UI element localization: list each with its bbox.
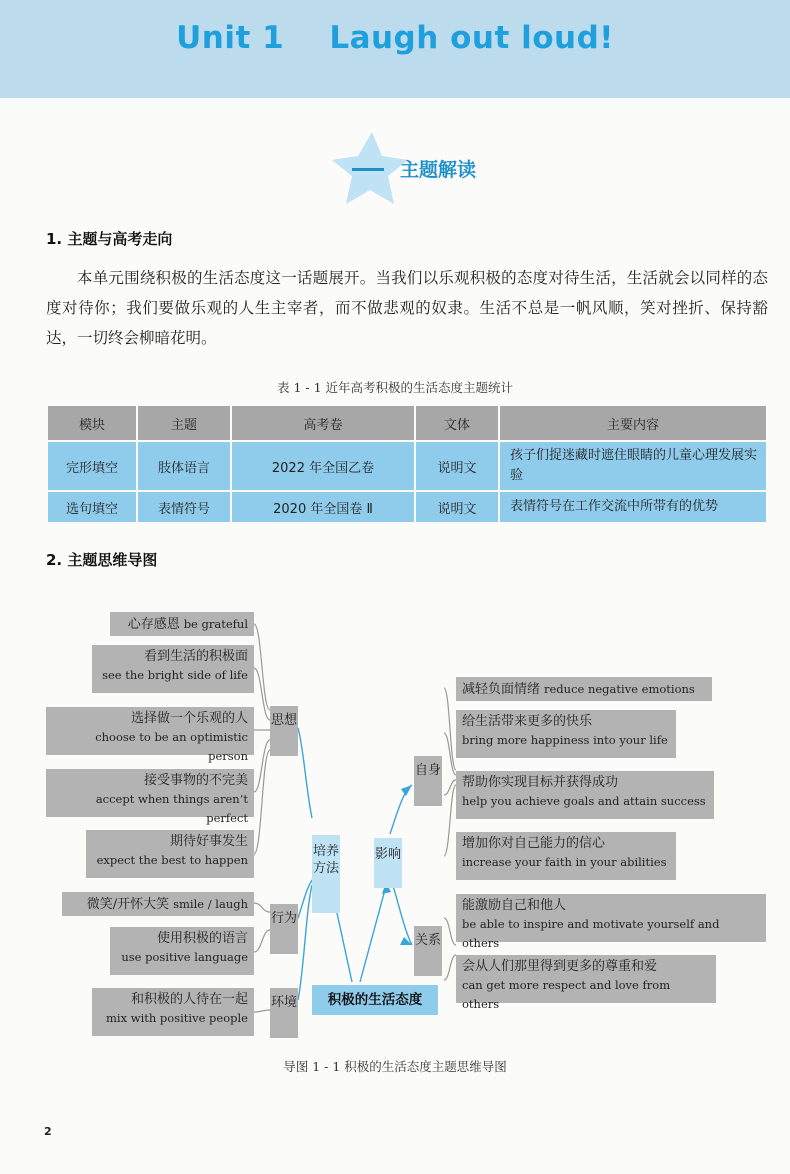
table-header-cell: 高考卷 <box>231 405 415 441</box>
mindmap-node <box>86 830 254 878</box>
connector-line <box>254 740 270 792</box>
mindmap-node <box>456 894 766 950</box>
table-header-row <box>47 405 767 441</box>
section-title: 主题解读 <box>400 159 477 181</box>
node-zh: 使用积极的语言 <box>156 931 248 946</box>
node-zh: 接受事物的不完美 <box>143 773 248 788</box>
connector-line <box>444 785 456 856</box>
node-zh: 减轻负面情绪 <box>462 682 541 697</box>
mindmap-node <box>92 988 254 1036</box>
node-zh: 增加你对自己能力的信心 <box>462 836 606 851</box>
table-cell: 说明文 <box>415 441 499 491</box>
branch-relation: 关系 <box>414 926 442 976</box>
table-cell: 2022 年全国乙卷 <box>231 441 415 491</box>
connector-line <box>254 1010 270 1012</box>
connector-line <box>254 903 270 912</box>
connector-line <box>254 930 270 952</box>
node-en: expect the best to happen <box>96 853 248 867</box>
node-zh: 期待好事发生 <box>169 834 248 849</box>
node-en: can get more respect and love from others <box>462 978 671 1011</box>
star-badge-icon <box>330 130 410 208</box>
connector-line <box>254 668 270 720</box>
node-en: be able to inspire and motivate yourself and others <box>462 917 720 950</box>
influence-node: 影响 <box>374 838 402 888</box>
node-en: use positive language <box>121 950 248 964</box>
node-en: be grateful <box>183 617 248 631</box>
branch-environment: 环境 <box>270 988 298 1038</box>
mindmap-node <box>456 710 676 758</box>
table-header-cell: 文体 <box>415 405 499 441</box>
mindmap-node <box>456 955 716 1011</box>
table-cell: 肢体语言 <box>137 441 231 491</box>
table-row <box>47 491 767 523</box>
part1-heading: 1. 主题与高考走向 <box>46 230 173 248</box>
node-zh: 选择做一个乐观的人 <box>130 711 248 726</box>
node-zh: 帮助你实现目标并获得成功 <box>462 775 619 790</box>
connector-line <box>298 728 312 818</box>
node-en: help you achieve goals and attain success <box>462 794 706 808</box>
node-zh: 会从人们那里得到更多的尊重和爱 <box>462 959 658 974</box>
branch-thought: 思想 <box>270 706 298 756</box>
table-cell: 选句填空 <box>47 491 137 523</box>
mindmap-node <box>46 707 254 763</box>
node-zh: 心存感恩 <box>127 617 180 632</box>
node-en: accept when things aren’t perfect <box>95 792 248 825</box>
table-cell: 完形填空 <box>47 441 137 491</box>
table-header-cell: 模块 <box>47 405 137 441</box>
arrowhead <box>401 785 412 796</box>
mindmap-node <box>46 769 254 825</box>
table-cell: 表情符号 <box>137 491 231 523</box>
table-caption: 表 1 - 1 近年高考积极的生活态度主题统计 <box>276 380 514 395</box>
branch-action: 行为 <box>270 904 298 954</box>
node-en: smile / laugh <box>173 897 248 911</box>
methods-node: 培养方法 <box>312 835 340 913</box>
mindmap-node <box>62 892 254 916</box>
connector-line <box>298 885 312 1000</box>
table-cell: 表情符号在工作交流中所带有的优势 <box>499 491 767 523</box>
node-en: bring more happiness into your life <box>462 733 668 747</box>
connector-line <box>444 955 456 980</box>
mindmap-node <box>110 927 254 975</box>
table-row <box>47 441 767 491</box>
mindmap-node <box>456 771 714 819</box>
branch-self: 自身 <box>414 756 442 806</box>
mindmap-node <box>92 645 254 693</box>
node-en: mix with positive people <box>106 1011 248 1025</box>
center-node: 积极的生活态度 <box>312 985 438 1015</box>
part2-heading: 2. 主题思维导图 <box>46 551 158 569</box>
unit-title: Unit 1 Laugh out loud! <box>176 20 614 56</box>
topic-stats-table <box>46 404 768 524</box>
node-zh: 给生活带来更多的快乐 <box>462 714 593 729</box>
connector-line <box>360 886 386 982</box>
table-cell: 说明文 <box>415 491 499 523</box>
node-en: reduce negative emotions <box>544 682 695 696</box>
table-cell: 孩子们捉迷藏时遮住眼睛的儿童心理发展实验 <box>499 441 767 491</box>
node-zh: 微笑/开怀大笑 <box>86 897 170 912</box>
table-header-cell: 主题 <box>137 405 231 441</box>
mindmap-node <box>110 612 254 636</box>
mindmap-node <box>456 677 712 701</box>
node-zh: 看到生活的积极面 <box>143 649 248 664</box>
mindmap-node <box>456 832 676 880</box>
mindmap-caption: 导图 1 - 1 积极的生活态度主题思维导图 <box>283 1059 507 1074</box>
table-cell: 2020 年全国卷 Ⅱ <box>231 491 415 523</box>
node-zh: 和积极的人待在一起 <box>130 992 248 1007</box>
badge-dash <box>352 168 384 171</box>
node-zh: 能激励自己和他人 <box>462 898 567 913</box>
node-en: increase your faith in your abilities <box>462 855 667 869</box>
page-number: 2 <box>44 1125 52 1138</box>
connector-line <box>390 785 412 834</box>
node-en: choose to be an optimistic person <box>95 730 248 763</box>
connector-line <box>444 918 456 945</box>
part1-paragraph: 本单元围绕积极的生活态度这一话题展开。当我们以乐观积极的态度对待生活，生活就会以同样的态度对待你；我们要做乐观的人生主宰者，而不做悲观的奴隶。生活不总是一帆风顺，笑对挫折、保持豁达，一切终会柳暗花明。 <box>46 269 768 347</box>
connector-line <box>444 733 456 775</box>
table-header-cell: 主要内容 <box>499 405 767 441</box>
node-en: see the bright side of life <box>102 668 248 682</box>
